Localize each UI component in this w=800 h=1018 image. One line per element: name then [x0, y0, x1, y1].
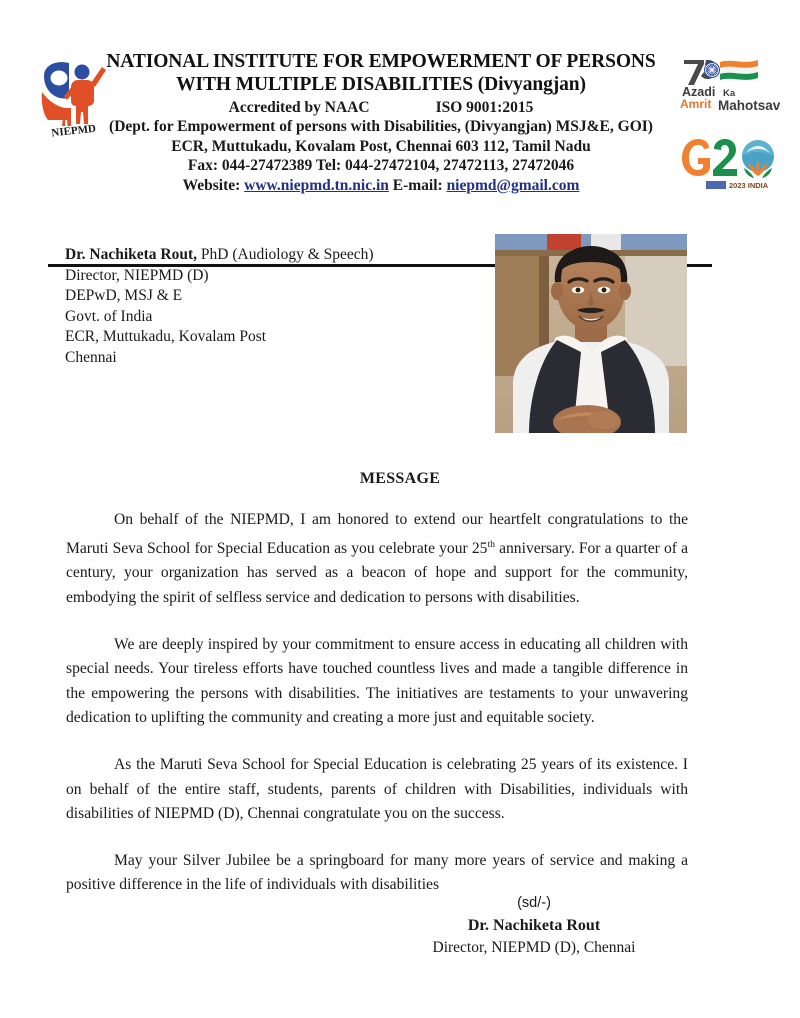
- addressee-block: [65, 245, 485, 368]
- website-label: Website:: [182, 176, 241, 194]
- org-name-line2: WITH MULTIPLE DISABILITIES (Divyangjan): [176, 74, 586, 95]
- department-line: (Dept. for Empowerment of persons with Disabilities, (Divyangjan) MSJ&E, GOI): [109, 118, 653, 135]
- g20-logo-icon: [676, 138, 786, 194]
- message-heading: MESSAGE: [359, 470, 441, 487]
- niepmd-logo-wordmark: NIEPMD: [50, 122, 97, 140]
- ordinal-suffix: th: [487, 538, 495, 550]
- org-title-block: [48, 50, 714, 195]
- website-link[interactable]: www.niepmd.tn.nic.in: [244, 176, 389, 194]
- addressee-name-line: [65, 245, 485, 266]
- message-paragraph-3: As the Maruti Seva School for Special Education is celebrating 25 years of its existence. I on behalf of the entire staff, students, parents of children with Disabilities, individuals with disabilities of NIEPMD (D), Chennai congratulate you on the success.: [66, 755, 688, 823]
- addressee-name: Dr. Nachiketa Rout,: [65, 246, 198, 263]
- message-paragraph-4: May your Silver Jubilee be a springboard for many more years of service and making a positive difference in the life of individuals with disabilities: [66, 851, 688, 894]
- org-name-line1: NATIONAL INSTITUTE FOR EMPOWERMENT OF PERSONS: [106, 51, 656, 72]
- ka-word: Ka: [723, 88, 736, 99]
- contact-line: Fax: 044-27472389 Tel: 044-27472104, 27472113, 27472046: [187, 157, 575, 174]
- para1-part-a: On behalf of the NIEPMD, I am honored to extend our heartfelt congratulations to the Maruti Seva School for Special Education as you celebrate your 25: [66, 511, 688, 557]
- email-link[interactable]: niepmd@gmail.com: [446, 176, 580, 194]
- director-portrait-photo: [495, 234, 687, 433]
- azadi-word: Azadi: [682, 85, 716, 99]
- iso-certification: ISO 9001:2015: [435, 99, 534, 116]
- g20-subcaption: 2023 INDIA: [729, 181, 769, 190]
- signature-block: [380, 893, 688, 958]
- para1-part-b: anniversary. For a quarter of a century, your organization has served as a beacon of hope and support for the community, embodying the spirit of selfless service and dedication to persons with disabilities.: [66, 539, 688, 606]
- letterhead: [0, 50, 800, 205]
- signature-sd-mark: (sd/-): [517, 895, 551, 911]
- addressee-country: Govt. of India: [65, 307, 153, 325]
- message-paragraph-1: [66, 508, 688, 611]
- message-body: [66, 508, 688, 898]
- email-label: E-mail:: [392, 176, 443, 194]
- amrit-word: Amrit: [680, 97, 712, 111]
- message-paragraph-2: We are deeply inspired by your commitment to ensure access in educating all children with special needs. Your tireless efforts have touched countless lives and made a tangible difference in the empowering the persons with disabilities. The initiatives are testaments to your unwavering dedication to uplifting the community and creating a more just and equitable society.: [66, 635, 688, 727]
- accreditation-row: [48, 98, 714, 117]
- addressee-qualification: PhD (Audiology & Speech): [197, 246, 374, 263]
- signatory-designation: Director, NIEPMD (D), Chennai: [432, 939, 636, 956]
- naac-accreditation: Accredited by NAAC: [228, 99, 370, 116]
- web-contact-line: [48, 176, 714, 196]
- address-line: ECR, Muttukadu, Kovalam Post, Chennai 603 112, Tamil Nadu: [171, 137, 591, 155]
- azadi-ka-amrit-mahotsav-logo-icon: [678, 55, 786, 113]
- addressee-city: Chennai: [65, 348, 117, 366]
- signatory-name: Dr. Nachiketa Rout: [467, 917, 601, 934]
- mahotsav-word: Mahotsav: [718, 98, 781, 113]
- addressee-designation: Director, NIEPMD (D): [65, 266, 209, 284]
- addressee-dept: DEPwD, MSJ & E: [65, 287, 183, 304]
- addressee-address: ECR, Muttukadu, Kovalam Post: [65, 328, 267, 345]
